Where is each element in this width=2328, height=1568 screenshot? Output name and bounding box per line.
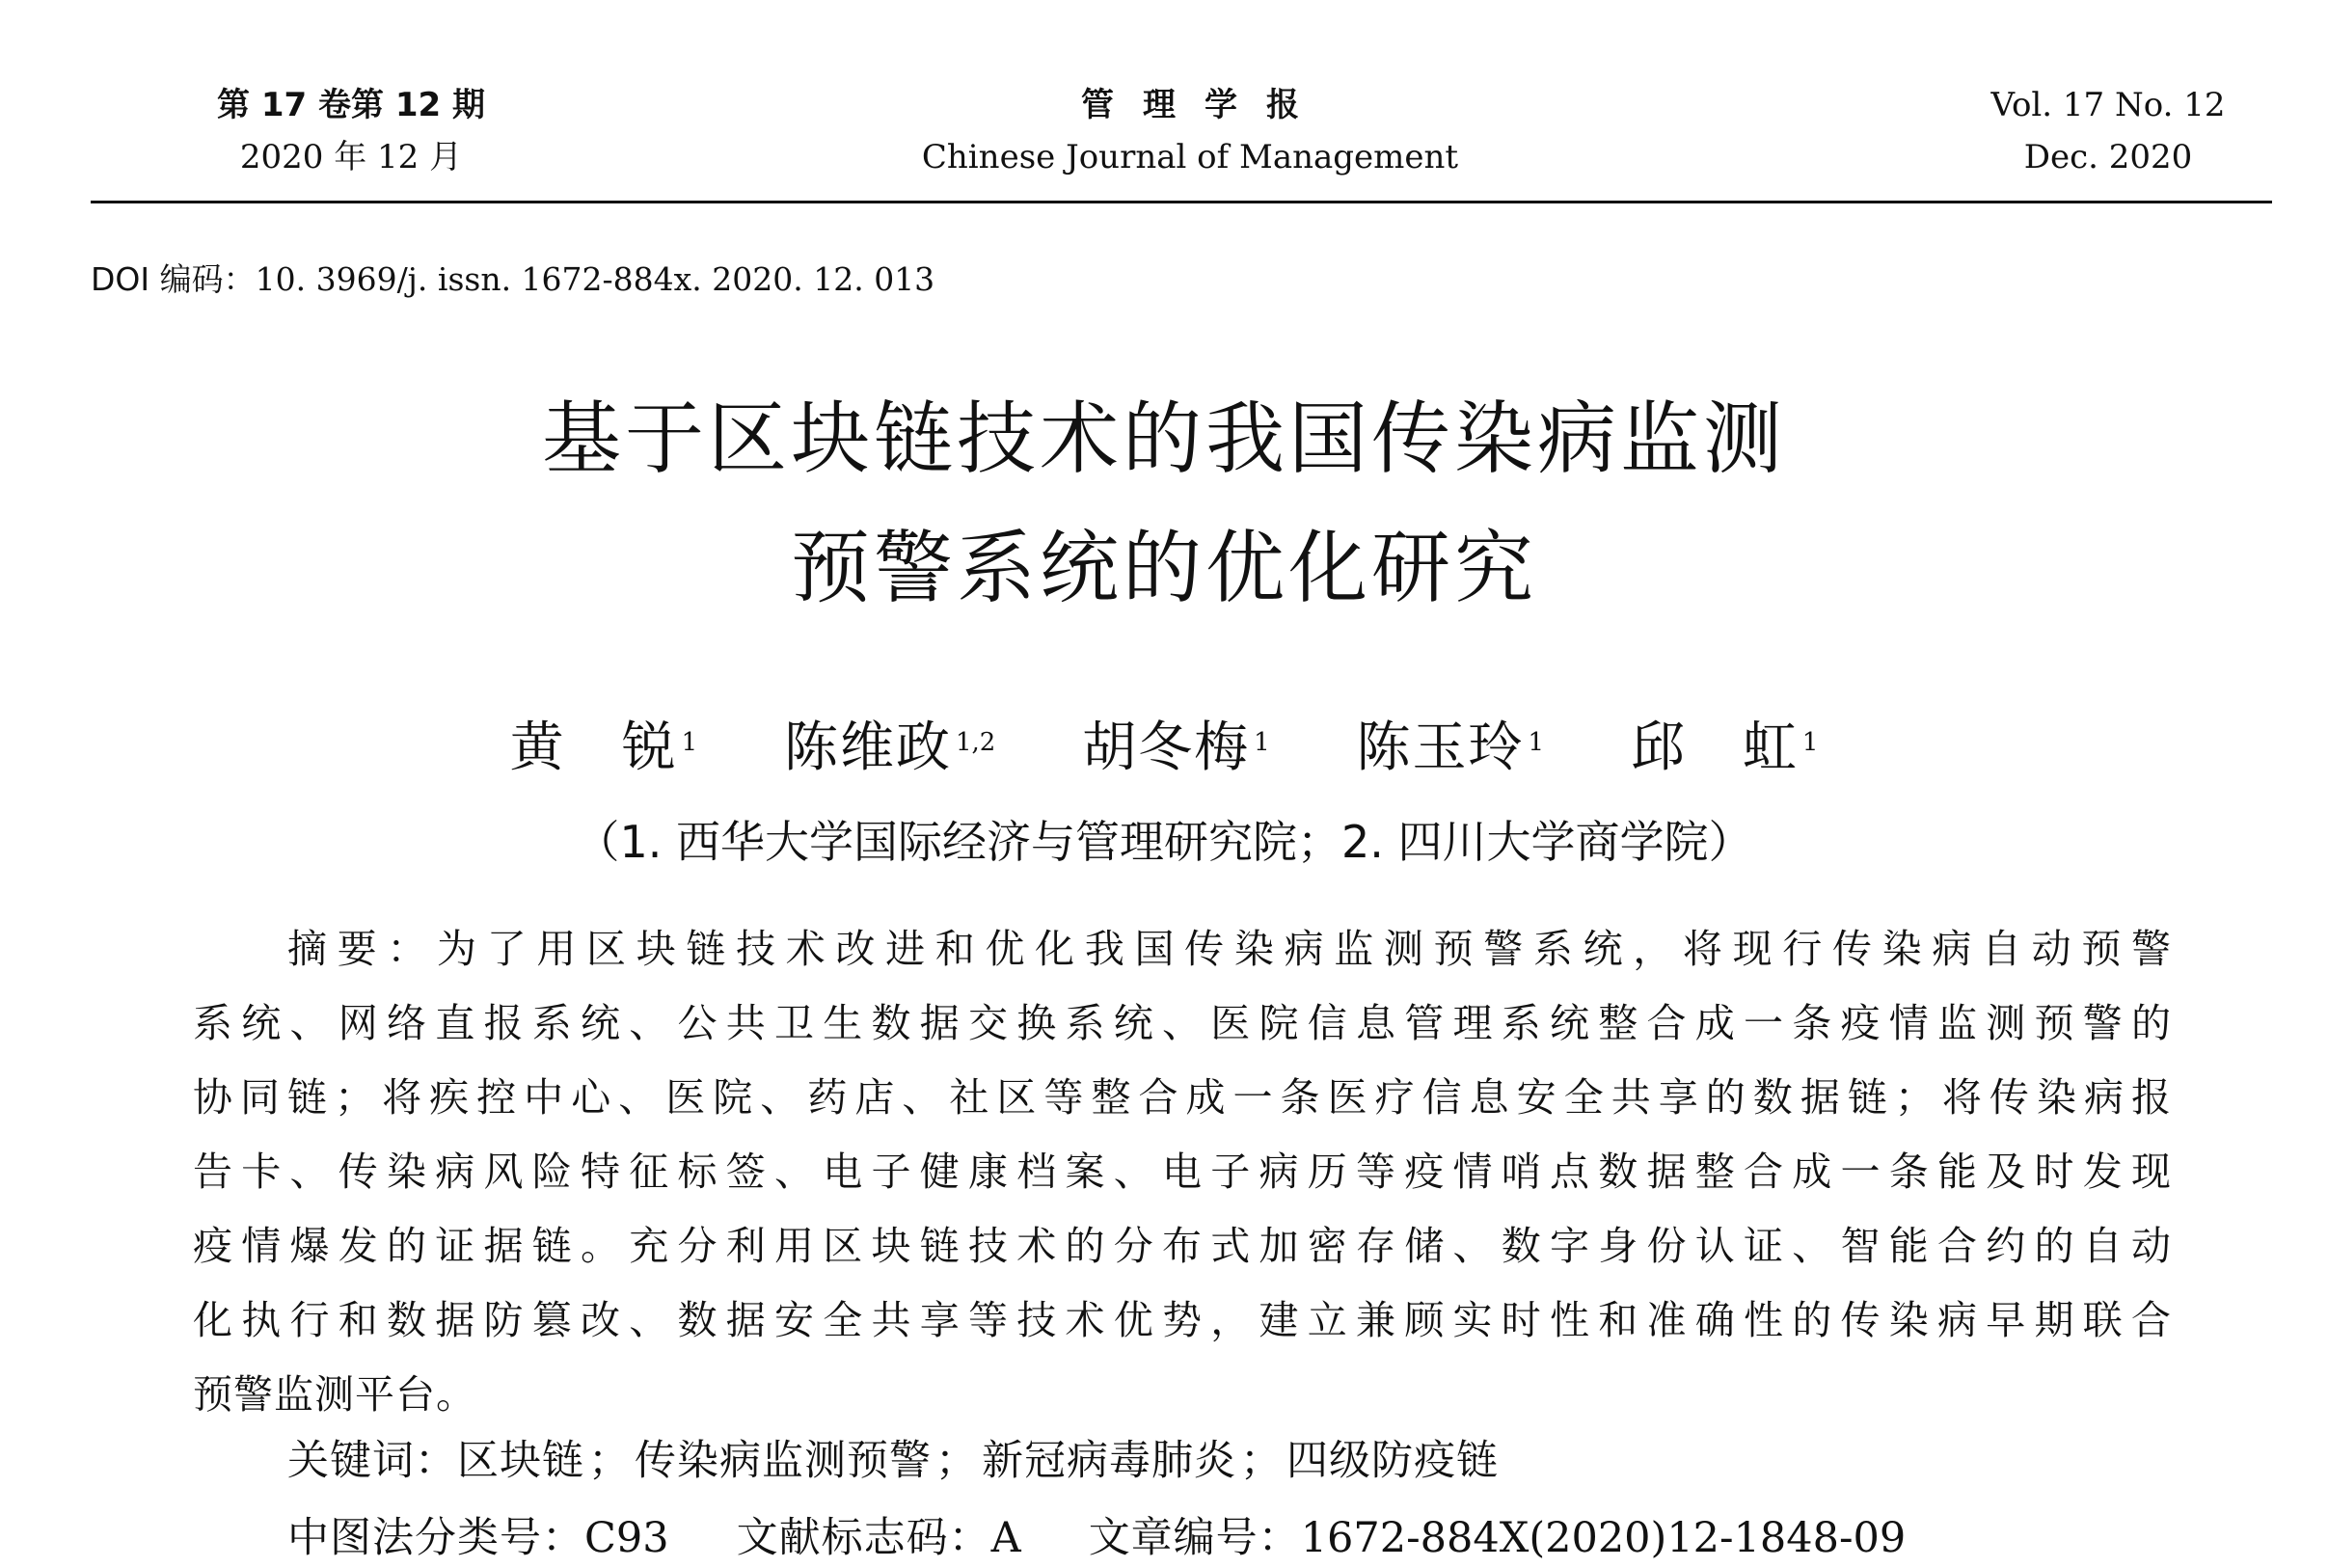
abstract-line: 协同链；将疾控中心、医院、药店、社区等整合成一条医疗信息安全共享的数据链；将传染病报 <box>193 1074 2172 1121</box>
abstract-text: 为了用区块链技术改进和优化我国传染病监测预警系统，将现行传染病自动预警 <box>437 926 2173 972</box>
abstract-line <box>193 912 2172 987</box>
journal-name <box>785 79 1595 183</box>
abstract-line: 告卡、传染病风险特征标签、电子健康档案、电子病历等疫情哨点数据整合成一条能及时发现 <box>193 1149 2172 1195</box>
abstract-line: 预警监测平台。 <box>193 1371 476 1418</box>
keyword-separator: ； <box>935 1437 978 1485</box>
volume-issue-en: Vol. 17 No. 12 <box>1990 86 2226 124</box>
keywords <box>287 1429 1499 1493</box>
issue-info-en <box>1954 79 2262 183</box>
author-name: 陈维政 <box>783 716 952 779</box>
keyword-separator: ； <box>1240 1437 1283 1485</box>
header-rule <box>91 201 2272 203</box>
doi-value: 10. 3969/j. issn. 1672-884x. 2020. 12. 013 <box>255 260 935 298</box>
clc-value: C93 <box>584 1514 669 1562</box>
author-affiliation-mark: 1,2 <box>955 728 996 757</box>
running-header <box>91 79 2272 185</box>
article-number-value: 1672-884X(2020)12-1848-09 <box>1300 1514 1907 1562</box>
author <box>1356 710 1544 787</box>
author-name: 陈玉玲 <box>1356 716 1525 779</box>
author-affiliation-mark: 1 <box>1254 728 1270 757</box>
doc-code-label: 文献标志码： <box>736 1514 991 1562</box>
author-affiliation-mark: 1 <box>681 728 698 757</box>
clc-label: 中图法分类号： <box>287 1514 584 1562</box>
keyword-separator: ； <box>588 1437 631 1485</box>
article-number-label: 文章编号： <box>1088 1514 1301 1562</box>
author <box>510 710 698 787</box>
date-en: Dec. 2020 <box>2023 138 2193 176</box>
author-name: 邱 虹 <box>1630 716 1799 779</box>
keywords-label: 关键词： <box>287 1437 457 1485</box>
doi-label: DOI 编码： <box>91 260 256 298</box>
journal-name-en: Chinese Journal of Management <box>921 138 1459 176</box>
author <box>1082 710 1270 787</box>
keyword: 新冠病毒肺炎 <box>982 1437 1236 1485</box>
date-cn: 2020 年 12 月 <box>239 138 463 176</box>
author-name: 胡冬梅 <box>1082 716 1251 779</box>
author-list <box>0 710 2328 787</box>
paper-title-line-2: 预警系统的优化研究 <box>790 523 1537 614</box>
classification-line <box>287 1508 1906 1568</box>
author-affiliation-mark: 1 <box>1528 728 1545 757</box>
keyword: 区块链 <box>457 1437 584 1485</box>
doc-code-value: A <box>990 1514 1021 1562</box>
keyword: 四级防疫链 <box>1286 1437 1499 1485</box>
abstract <box>193 912 2172 1432</box>
author <box>784 710 995 787</box>
issue-info <box>197 79 505 183</box>
volume-issue-cn: 第 17 卷第 12 期 <box>217 86 485 124</box>
author-affiliation-mark: 1 <box>1801 728 1819 757</box>
affiliations: （1. 西华大学国际经济与管理研究院；2. 四川大学商学院） <box>575 816 1753 868</box>
journal-name-cn: 管理学报 <box>1081 86 1328 124</box>
author-name: 黄 锐 <box>509 716 678 779</box>
author <box>1631 710 1819 787</box>
abstract-line: 疫情爆发的证据链。充分利用区块链技术的分布式加密存储、数字身份认证、智能合约的自动 <box>193 1223 2172 1269</box>
abstract-line: 化执行和数据防篡改、数据安全共享等技术优势，建立兼顾实时性和准确性的传染病早期联合 <box>193 1297 2172 1343</box>
abstract-line: 系统、网络直报系统、公共卫生数据交换系统、医院信息管理系统整合成一条疫情监测预警的 <box>193 1000 2172 1046</box>
keyword: 传染病监测预警 <box>635 1437 932 1485</box>
doi-line <box>91 257 934 303</box>
abstract-label: 摘要： <box>287 926 438 972</box>
paper-title-line-1: 基于区块链技术的我国传染病监测 <box>541 393 1786 485</box>
